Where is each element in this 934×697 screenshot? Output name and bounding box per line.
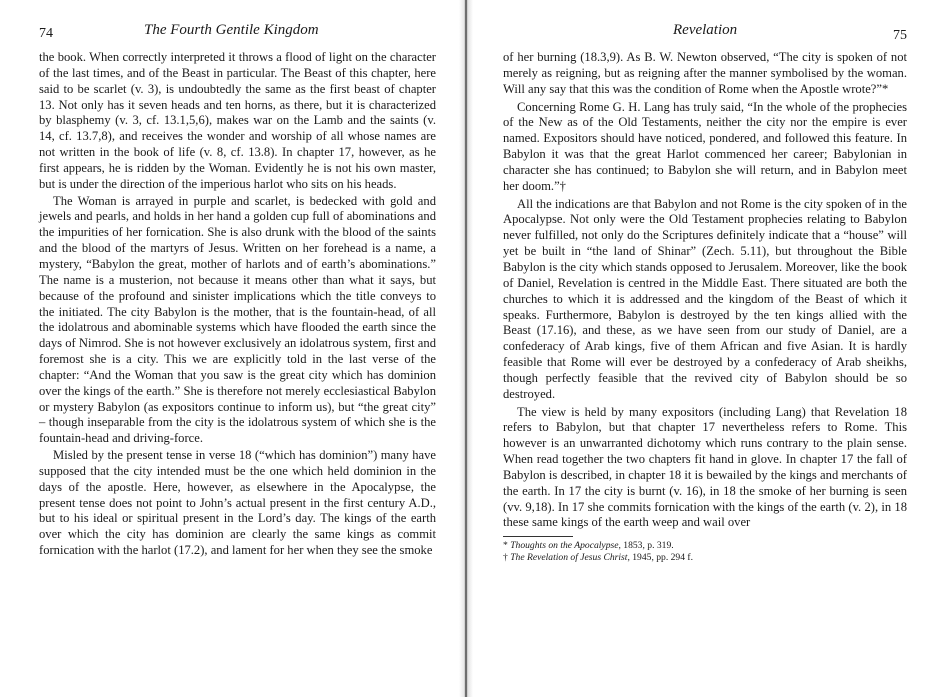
footnote-list (503, 540, 907, 564)
footnote-2-title: The Revelation of Jesus Christ (510, 552, 628, 564)
left-body-text (39, 50, 436, 559)
right-paragraph-4: The view is held by many expositors (including Lang) that Revelation 18 refers to Babylon, but that chapter 17 nevertheless refers to Rome. This however is an unwarranted dichotomy which runs contrary to the plain sense. When read together the two chapters fit hand in glove. In chapter 17 the fall of Babylon is described, in chapter 18 it is bewailed by the kings and merchants of the earth. In 17 the city is burnt (v. 16), in 18 the smoke of her burning is seen (vv. 9,18). In 17 she commits fornication with the kings of the earth (v. 2), in 18 these same kings of the earth weep and wail over (503, 404, 907, 530)
footnote-2-details: , 1945, pp. 294 f. (627, 552, 694, 564)
left-paragraph-2: The Woman is arrayed in purple and scarlet, is bedecked with gold and jewels and pearls, and holds in her hand a golden cup full of abominations and the impurities of her fornication. She is also drunk with the blood of the saints and the blood of the martyrs of Jesus. Written on her forehead is a name, a mystery, “Babylon the great, mother of harlots and of earth’s abominations.” The name is a musterion, not because it means other than what it says, but because of the profound and sinister implications which the title conveys to the initiated. The city Babylon is the mother, that is the fountain-head, of all the idolatrous and abominable systems which have flooded the earth since the days of Nimrod. She is not however exclusively an idolatrous system, first and foremost she is a city. This we are explicitly told in the last verse of the chapter: “And the Woman that you saw is the great city which has dominion over the kings of the earth.” She is therefore not merely ecclesiastical Babylon or mystery Babylon (as expositors continue to inform us), but “the great city” – though inseparable from the city is the idolatrous system of which she is the fountain-head and driving-force. (39, 193, 436, 446)
right-paragraph-1: of her burning (18.3,9). As B. W. Newton observed, “The city is spoken of not merely as reigning, but as reigning after the manner symbolised by the woman. Will any say that this was the condition of Rome when the Apostle wrote?”* (503, 50, 907, 96)
right-page-number: 75 (893, 28, 907, 43)
footnote-2 (503, 552, 907, 564)
footnote-1 (503, 540, 907, 552)
right-running-title: Revelation (673, 22, 738, 38)
gutter-crease (465, 0, 467, 697)
left-page (0, 0, 462, 697)
left-paragraph-1: the book. When correctly interpreted it throws a flood of light on the character of the last times, and of the Beast in particular. The Beast of this chapter, here said to be scarlet (v. 3), is undoubtedly the same as the first beast of chapter 13. Not only has it seven heads and ten horns, as there, but it is characterized by blasphemy (v. 3, cf. 13.1,5,6), makes war on the Lamb and the saints (v. 14, cf. 13.7,8), and receives the wonder and worship of all whose names are not written in the book of life (v. 8, cf. 13.8). In chapter 17, however, as he first appears, he is ridden by the Woman. Evidently he is not his own master, but is under the direction of the imperious harlot who sits on his heads. (39, 50, 436, 191)
right-paragraph-2: Concerning Rome G. H. Lang has truly said, “In the whole of the prophecies of the New as of the Old Testaments, neither the city nor the empire is ever named. Expositors should have noticed, pondered, and followed this feature. In Babylon it was that the great Harlot commenced her career; Babylonian in character she has continued; to Babylon she will return, and in Babylon meet her doom.”† (503, 99, 907, 193)
right-paragraph-3: All the indications are that Babylon and not Rome is the city spoken of in the Apocalypse. Not only were the Old Testament prophecies relating to Babylon never fulfilled, not only do the Scriptures definitely indicate that a “house” will yet be built in “the land of Shinar” (Zech. 5.11), but throughout the Bible Babylon is the city which stands opposed to Jerusalem. Moreover, like the book of Daniel, Revelation is centred in the Middle East. There situated are both the churches to which it is addressed and the kingdom of the Beast of which it speaks. Furthermore, Babylon is destroyed by the ten kings allied with the Beast (17.16), and these, as we have seen from our study of Daniel, are a confederacy of Arab kings, five of them African and five Asian. It is hardly feasible that Rome will ever be destroyed by a confederacy of Arab sheikhs, though perfectly feasible that the revived city of Babylon should be so destroyed. (503, 196, 907, 401)
right-running-head (503, 22, 907, 50)
left-running-head (39, 22, 436, 50)
footnote-2-mark: † (503, 552, 508, 564)
right-body-text (503, 50, 907, 531)
left-running-title: The Fourth Gentile Kingdom (144, 22, 319, 38)
left-page-number: 74 (39, 26, 53, 41)
footnote-1-mark: * (503, 540, 508, 552)
footnote-1-title: Thoughts on the Apocalypse (510, 540, 619, 552)
footnote-1-details: , 1853, p. 319. (618, 540, 674, 552)
left-paragraph-3: Misled by the present tense in verse 18 (“which has dominion”) many have supposed that the city intended must be the one which held dominion in the days of the apostle. Here, however, as elsewhere in the Apocalypse, the present tense does not point to John’s actual present in the first century A.D., but to his ideal or spiritual present in the Lord’s day. The kings of the earth over which the city has dominion are clearly the same kings as commit fornication with the harlot (17.2), and lament for her when they see the smoke (39, 448, 436, 558)
right-page (472, 0, 934, 697)
